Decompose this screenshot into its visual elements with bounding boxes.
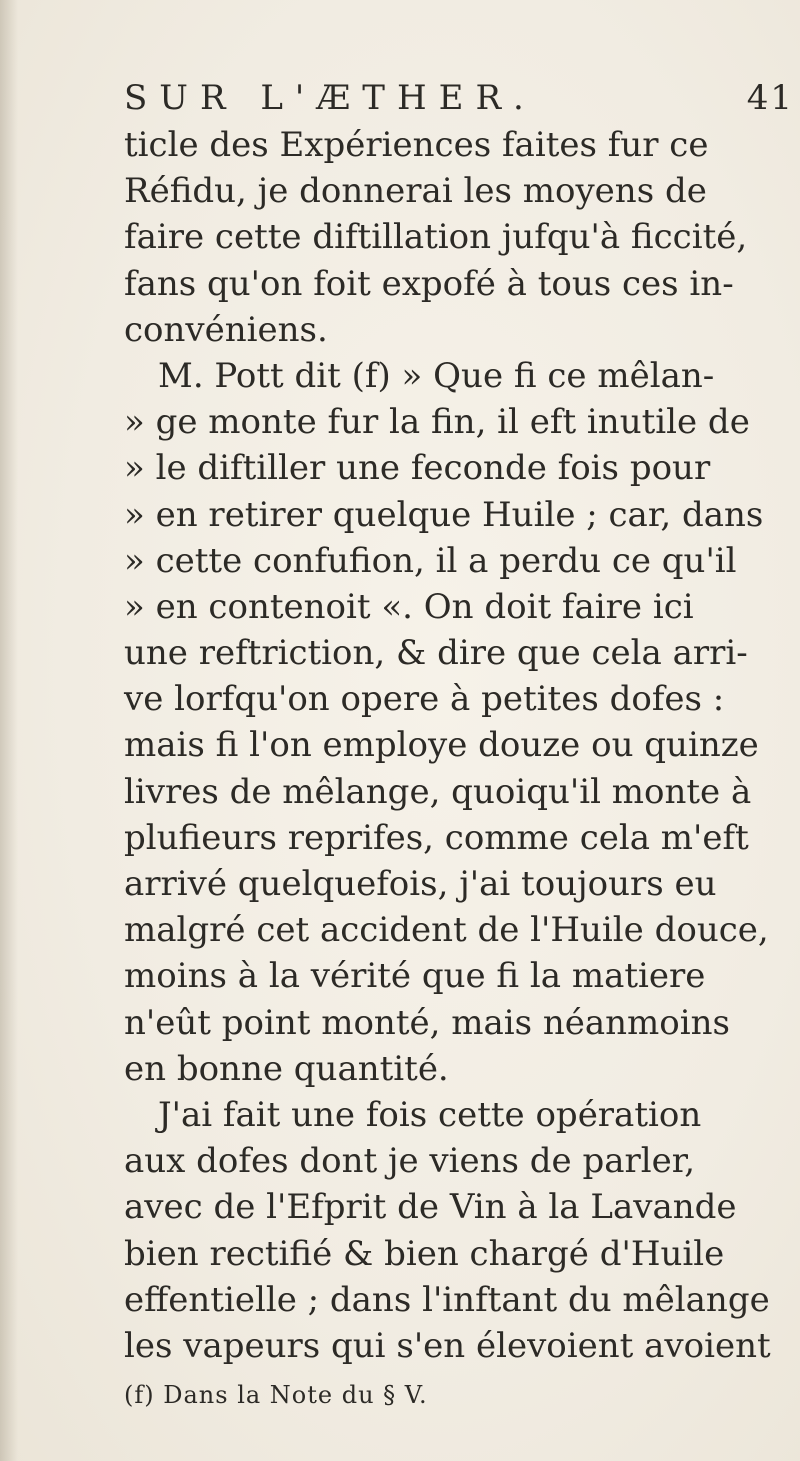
text-line-11: » en contenoit «. On doit faire ici (124, 586, 694, 627)
text-line-6: M. Pott dit (f) » Que fi ce mêlan- (158, 355, 715, 396)
text-line-10: » cette confufion, il a perdu ce qu'il (124, 540, 737, 581)
text-line-3: faire cette diftillation jufqu'à ficcité, (124, 217, 748, 258)
text-line-23: aux dofes dont je viens de parler, (124, 1141, 696, 1182)
text-line-9: » en retirer quelque Huile ; car, dans (124, 494, 764, 535)
text-line-7: » ge monte fur la fin, il eft inutile de (124, 402, 750, 443)
text-line-14: mais fi l'on employe douze ou quinze (124, 725, 759, 766)
text-line-20: n'eût point monté, mais néanmoins (124, 1002, 730, 1043)
text-line-18: malgré cet accident de l'Huile douce, (124, 910, 769, 951)
page-number: 41 (746, 78, 794, 118)
text-line-15: livres de mêlange, quoiqu'il monte à (124, 771, 752, 812)
text-line-22: J'ai fait une fois cette opération (158, 1094, 702, 1135)
page-header (124, 74, 794, 122)
text-line-2: Réfidu, je donnerai les moyens de (124, 171, 707, 212)
text-line-16: plufieurs reprifes, comme cela m'eft (124, 817, 749, 858)
text-line-27: les vapeurs qui s'en élevoient avoient (124, 1325, 771, 1366)
text-line-19: moins à la vérité que fi la matiere (124, 956, 706, 997)
text-line-26: effentielle ; dans l'inftant du mêlange (124, 1279, 770, 1320)
footnote: (f) Dans la Note du § V. (124, 1381, 428, 1410)
text-line-8: » le diftiller une feconde fois pour (124, 448, 711, 489)
text-line-21: en bonne quantité. (124, 1048, 449, 1089)
text-line-17: arrivé quelquefois, j'ai toujours eu (124, 864, 717, 904)
text-line-5: convéniens. (124, 309, 328, 350)
gutter-shadow (0, 0, 18, 1461)
text-line-12: une reftriction, & dire que cela arri- (124, 633, 748, 674)
text-line-25: bien rectifié & bien chargé d'Huile (124, 1233, 725, 1274)
running-title: SUR L'ÆTHER. (124, 78, 536, 118)
text-line-13: ve lorfqu'on opere à petites dofes : (124, 679, 725, 720)
text-line-24: avec de l'Efprit de Vin à la Lavande (124, 1187, 737, 1228)
text-line-4: fans qu'on foit expofé à tous ces in- (124, 263, 734, 304)
text-line-1: ticle des Expériences faites fur ce (124, 125, 709, 165)
text-block (124, 74, 794, 1415)
